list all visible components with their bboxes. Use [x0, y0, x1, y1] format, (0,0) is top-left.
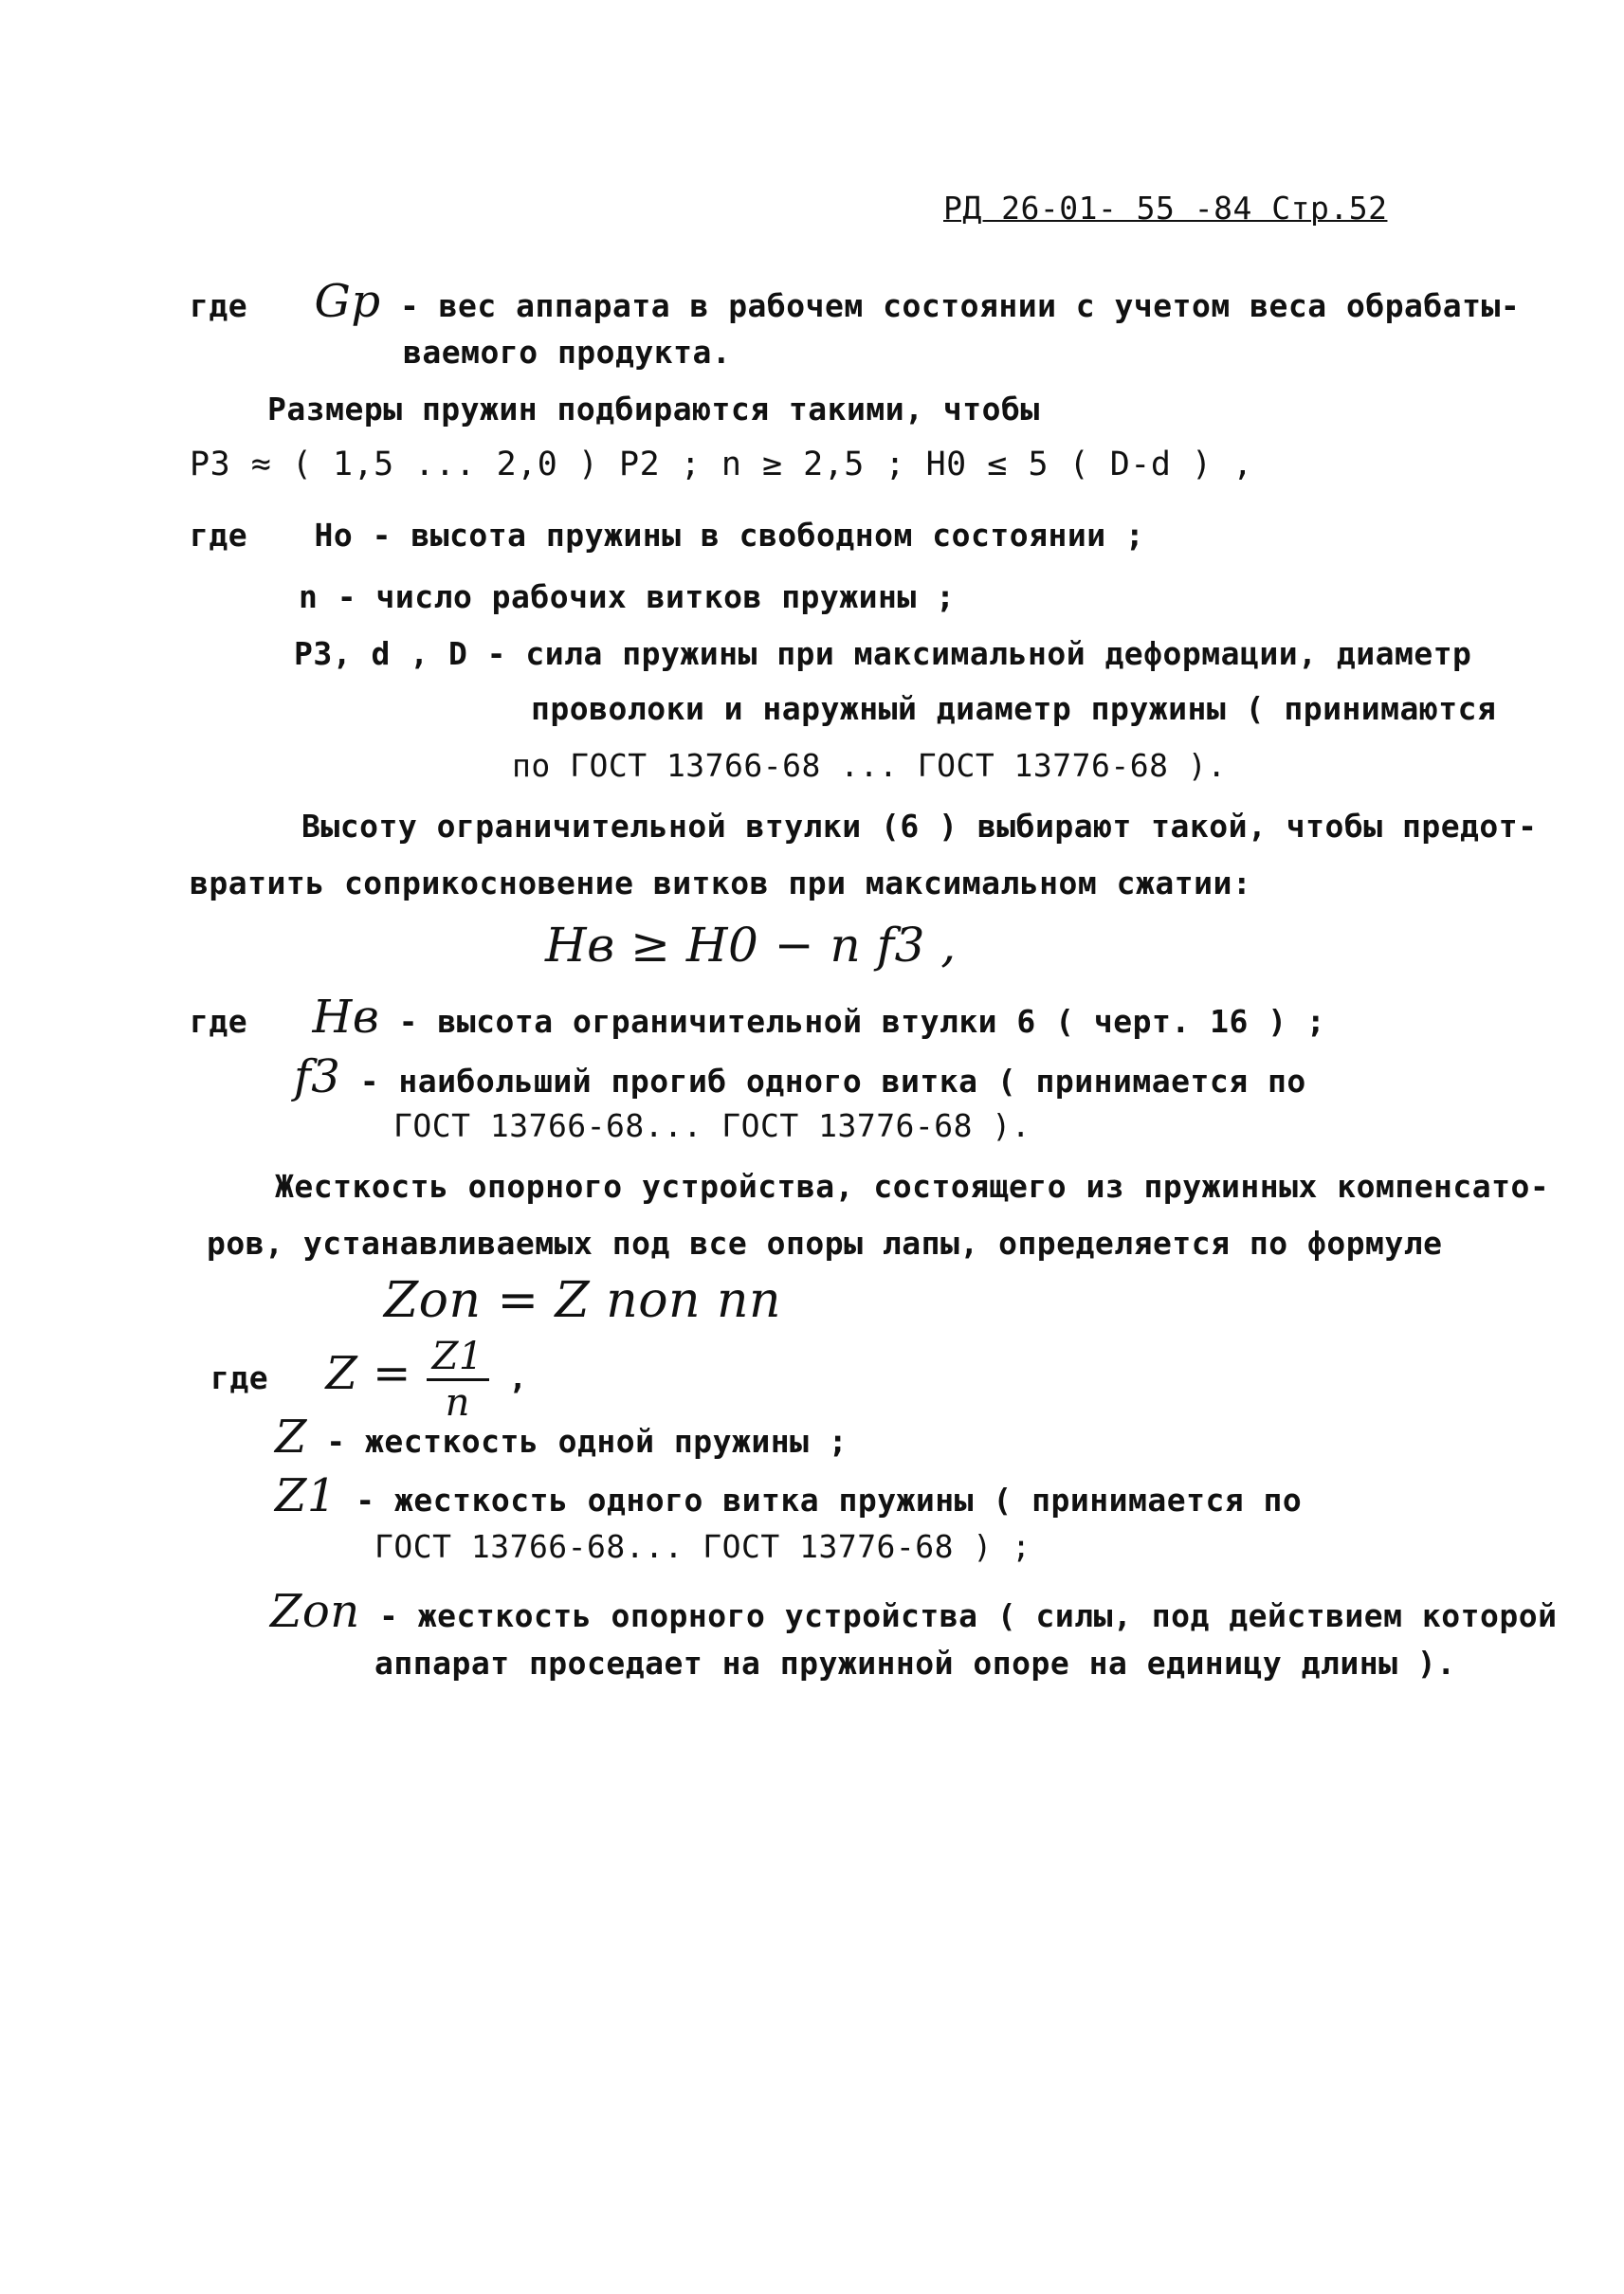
symbol-gp: Gp [314, 275, 381, 328]
line-f3-definition [294, 1050, 1306, 1103]
ho-description: Но - высота пружины в свободном состоянии ; [314, 517, 1145, 554]
line-19: ГОСТ 13766-68... ГОСТ 13776-68 ) ; [374, 1528, 1031, 1565]
comma: , [508, 1359, 528, 1396]
symbol-z1: Z1 [275, 1469, 337, 1522]
line-16: ров, устанавливаемых под все опоры лапы, определяется по формуле [207, 1225, 1443, 1262]
zop-description: - жесткость опорного устройства ( силы, под действием которой [379, 1597, 1558, 1634]
hb-description: - высота ограничительной втулки 6 ( черт. 16 ) ; [398, 1003, 1326, 1040]
line-z1-definition [275, 1469, 1302, 1522]
symbol-f3: f3 [294, 1050, 341, 1103]
symbol-zop: Zоп [270, 1585, 360, 1638]
where-word: где [190, 517, 248, 554]
line-weight-definition [190, 275, 1520, 328]
line-14: ГОСТ 13766-68... ГОСТ 13776-68 ). [393, 1107, 1031, 1144]
z-description: - жесткость одной пружины ; [326, 1423, 848, 1460]
where-word: где [210, 1359, 269, 1396]
line-p3-definition: P3, d , D - сила пружины при максимальной деформации, диаметр [294, 635, 1472, 672]
weight-description: - вес аппарата в рабочем состоянии с учетом веса обрабаты- [399, 287, 1521, 324]
line-3: Размеры пружин подбираются такими, чтобы [267, 391, 1040, 428]
line-ho-definition [190, 517, 1144, 554]
line-2: ваемого продукта. [403, 334, 732, 371]
formula-bushing-height: Hв ≥ H0 − n f3 , [545, 918, 957, 973]
symbol-hb: Hв [312, 991, 380, 1044]
where-word: где [190, 1003, 248, 1040]
fraction-denominator: n [445, 1381, 470, 1425]
formula-spring-conditions: P3 ≈ ( 1,5 ... 2,0 ) P2 ; n ≥ 2,5 ; H0 ≤ 5 ( D-d ) , [190, 446, 1253, 483]
line-15: Жесткость опорного устройства, состоящего из пружинных компенсато- [275, 1168, 1550, 1205]
symbol-z: Z [275, 1411, 307, 1464]
line-9: по ГОСТ 13766-68 ... ГОСТ 13776-68 ). [512, 747, 1227, 784]
line-zop-definition [270, 1585, 1557, 1638]
z-lhs: Z = [325, 1347, 427, 1400]
line-10: Высоту ограничительной втулки (6 ) выбирают такой, чтобы предот- [301, 808, 1538, 845]
f3-description: - наибольший прогиб одного витка ( принимается по [359, 1063, 1306, 1100]
fraction-numerator: Z1 [427, 1335, 489, 1381]
page-header: РД 26-01- 55 -84 Стр.52 [943, 190, 1388, 227]
line-11: вратить соприкосновение витков при максимальном сжатии: [190, 865, 1252, 901]
line-n-definition: n - число рабочих витков пружины ; [299, 578, 956, 615]
line-8: проволоки и наружный диаметр пружины ( принимаются [531, 690, 1497, 727]
z1-description: - жесткость одного витка пружины ( принимается по [356, 1482, 1303, 1519]
formula-support-stiffness: Zоп = Z nоп nn [384, 1272, 782, 1329]
line-z-definition [275, 1411, 848, 1464]
line-hb-definition [190, 991, 1325, 1044]
line-21: аппарат проседает на пружинной опоре на единицу длины ). [374, 1645, 1456, 1682]
where-word: где [190, 287, 248, 324]
